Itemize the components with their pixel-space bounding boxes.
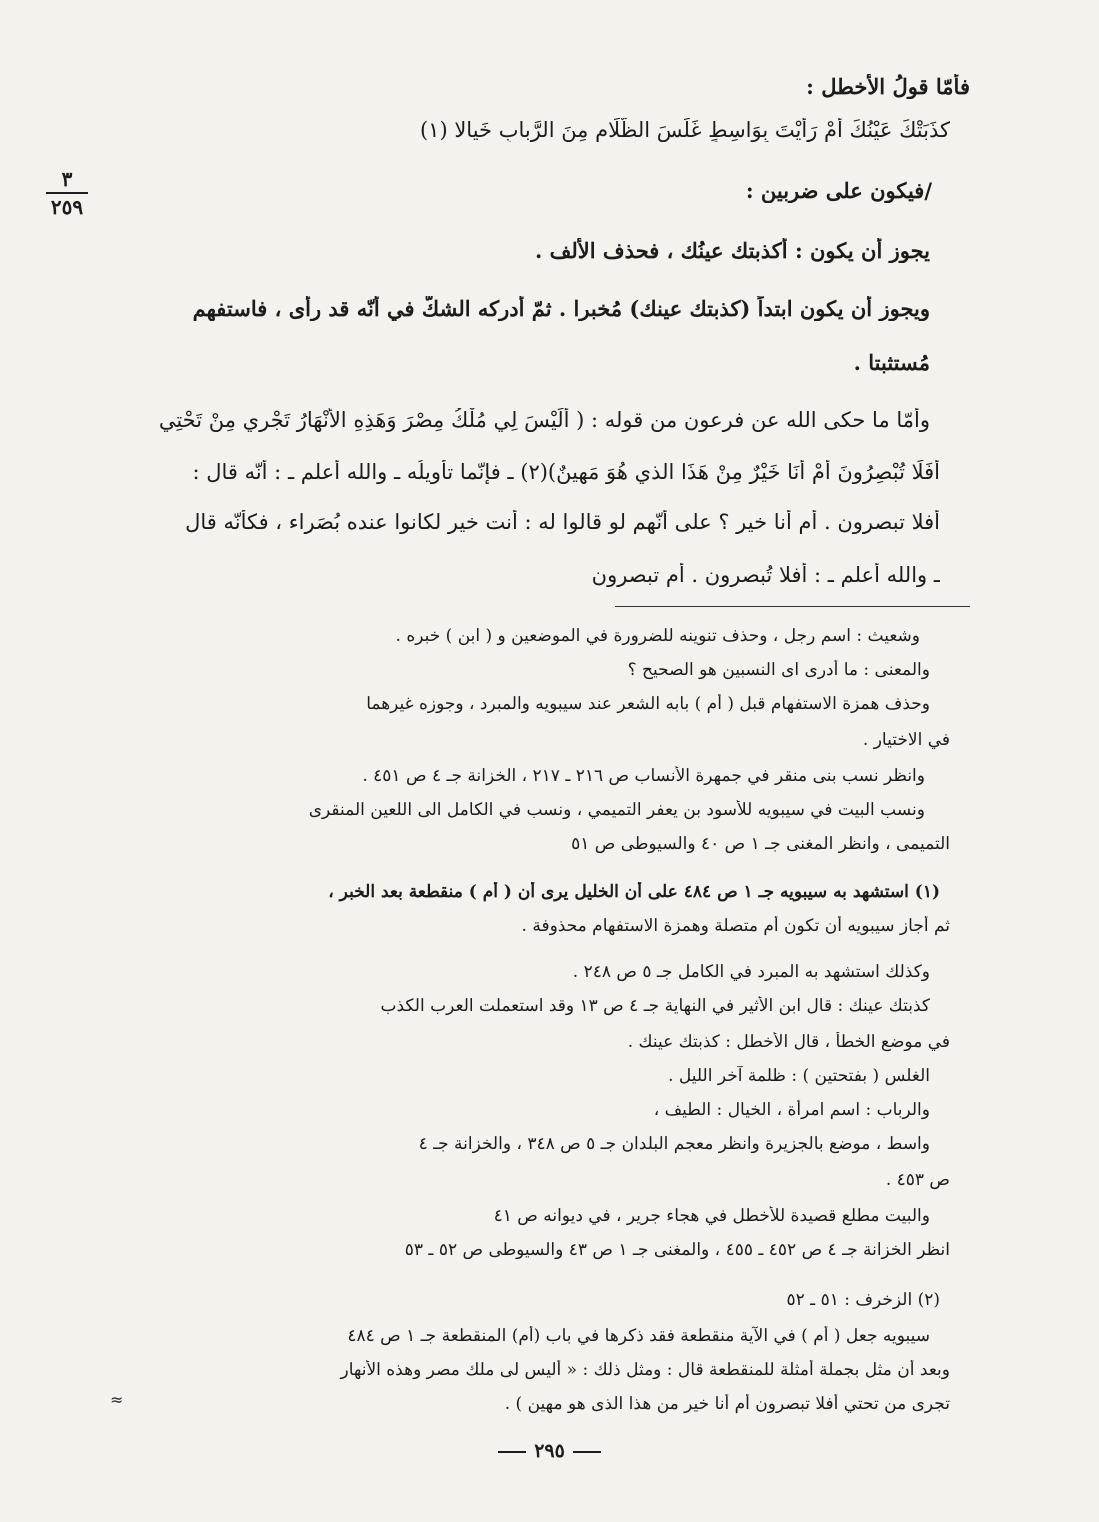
main-line: فأمّا قولُ الأخطل : bbox=[806, 74, 970, 99]
main-line: مُستثبتا . bbox=[853, 350, 930, 375]
footnote-line: (١) استشهد به سيبويه جـ ١ ص ٤٨٤ على أن الخليل يرى أن ( أم ) منقطعة بعد الخبر ، bbox=[328, 882, 940, 902]
footnote-line: في موضع الخطأ ، قال الأخطل : كذبتك عينك . bbox=[627, 1032, 950, 1052]
footnote-line: انظر الخزانة جـ ٤ ص ٤٥٢ ـ ٤٥٥ ، والمغنى جـ ١ ص ٤٣ والسيوطى ص ٥٢ ـ ٥٣ bbox=[404, 1240, 950, 1260]
side-number-divider bbox=[46, 192, 88, 194]
page-number bbox=[0, 1440, 1099, 1462]
footnote-line: والبيت مطلع قصيدة للأخطل في هجاء جرير ، في ديوانه ص ٤١ bbox=[493, 1206, 930, 1226]
footnote-line: في الاختيار . bbox=[862, 730, 950, 750]
end-mark: ≈ bbox=[110, 1390, 124, 1409]
footnote-line: والرباب : اسم امرأة ، الخيال : الطيف ، bbox=[653, 1100, 930, 1120]
footnote-line: وبعد أن مثل بجملة أمثلة للمنقطعة قال : ومثل ذلك : « أليس لى ملك مصر وهذه الأنهار bbox=[340, 1360, 950, 1380]
page-number-dash bbox=[573, 1451, 601, 1453]
footnote-line: تجرى من تحتي أفلا تبصرون أم أنا خير من هذا الذى هو مهين ) . bbox=[504, 1394, 950, 1414]
footnote-line: وحذف همزة الاستفهام قبل ( أم ) بابه الشعر عند سيبويه والمبرد ، وجوزه غيرهما bbox=[366, 694, 930, 714]
footnote-separator bbox=[615, 606, 970, 607]
footnote-line: وشعيث : اسم رجل ، وحذف تنوينه للضرورة في الموضعين و ( ابن ) خبره . bbox=[395, 626, 920, 646]
footnote-line: ونسب البيت في سيبويه للأسود بن يعفر التميمي ، ونسب في الكامل الى اللعين المنقرى bbox=[308, 800, 925, 820]
main-line: أفلا تبصرون . أم أنا خير ؟ على أنّهم لو قالوا له : أنت خير لكانوا عنده بُصَراء ، فكأنّه قال bbox=[185, 510, 940, 534]
footnote-line: ثم أجاز سيبويه أن تكون أم متصلة وهمزة الاستفهام محذوفة . bbox=[521, 916, 950, 936]
footnote-line: التميمى ، وانظر المغنى جـ ١ ص ٤٠ والسيوطى ص ٥١ bbox=[571, 834, 950, 854]
footnote-line: واسط ، موضع بالجزيرة وانظر معجم البلدان جـ ٥ ص ٣٤٨ ، والخزانة جـ ٤ bbox=[418, 1134, 930, 1154]
main-line: وأمّا ما حكى الله عن فرعون من قوله : ( أَلَيْسَ لِي مُلْكُ مِصْرَ وَهَذِهِ الأَنْهَارُ تَجْرِي مِنْ تَحْتِي bbox=[158, 408, 930, 432]
main-line: ويجوز أن يكون ابتداً (كذبتك عينك) مُخبرا . ثمّ أدركه الشكُّ في أنّه قد رأى ، فاستفهم bbox=[192, 296, 930, 321]
footnote-line: (٢) الزخرف : ٥١ ـ ٥٢ bbox=[786, 1290, 940, 1310]
side-number-top: ٣ bbox=[61, 167, 73, 191]
main-line: يجوز أن يكون : أكذبتك عينُك ، فحذف الألف . bbox=[535, 238, 930, 263]
footnote-line: ص ٤٥٣ . bbox=[885, 1170, 950, 1190]
page-number-text: ٢٩٥ bbox=[534, 1440, 565, 1462]
page-number-dash bbox=[498, 1451, 526, 1453]
footnote-line: الغلس ( بفتحتين ) : ظلمة آخر الليل . bbox=[668, 1066, 930, 1086]
main-line: أَفَلَا تُبْصِرُونَ أَمْ أَنَا خَيْرٌ مِنْ هَذَا الذي هُوَ مَهِينٌ)(٢) ـ فإنّما تأويلُه ـ والله أعلم ـ : أنّه قال : bbox=[192, 460, 940, 484]
main-line: /فيكون على ضربين : bbox=[745, 178, 932, 203]
footnote-line: وانظر نسب بنى منقر في جمهرة الأنساب ص ٢١٦ ـ ٢١٧ ، الخزانة جـ ٤ ص ٤٥١ . bbox=[362, 766, 925, 786]
footnote-line: سيبويه جعل ( أم ) في الآية منقطعة فقد ذكرها في باب (أم) المنقطعة جـ ١ ص ٤٨٤ bbox=[347, 1326, 930, 1346]
poem-verse: كذَبَتْكَ عَيْنُكَ أَمْ رَأَيْتَ بِوَاسِطٍ غَلَسَ الظَّلَامِ مِنَ الرَّبابِ خَيالا (١) bbox=[419, 118, 950, 142]
footnote-line: كذبتك عينك : قال ابن الأثير في النهاية جـ ٤ ص ١٣ وقد استعملت العرب الكذب bbox=[380, 996, 930, 1016]
footnote-line: وكذلك استشهد به المبرد في الكامل جـ ٥ ص ٢٤٨ . bbox=[572, 962, 930, 982]
footnote-line: والمعنى : ما أدرى اى النسبين هو الصحيح ؟ bbox=[627, 660, 930, 680]
side-page-reference bbox=[40, 168, 94, 218]
side-number-bottom: ٢٥٩ bbox=[50, 195, 84, 219]
main-line: ـ والله أعلم ـ : أفلا تُبصرون . أم تبصرون bbox=[591, 563, 940, 587]
